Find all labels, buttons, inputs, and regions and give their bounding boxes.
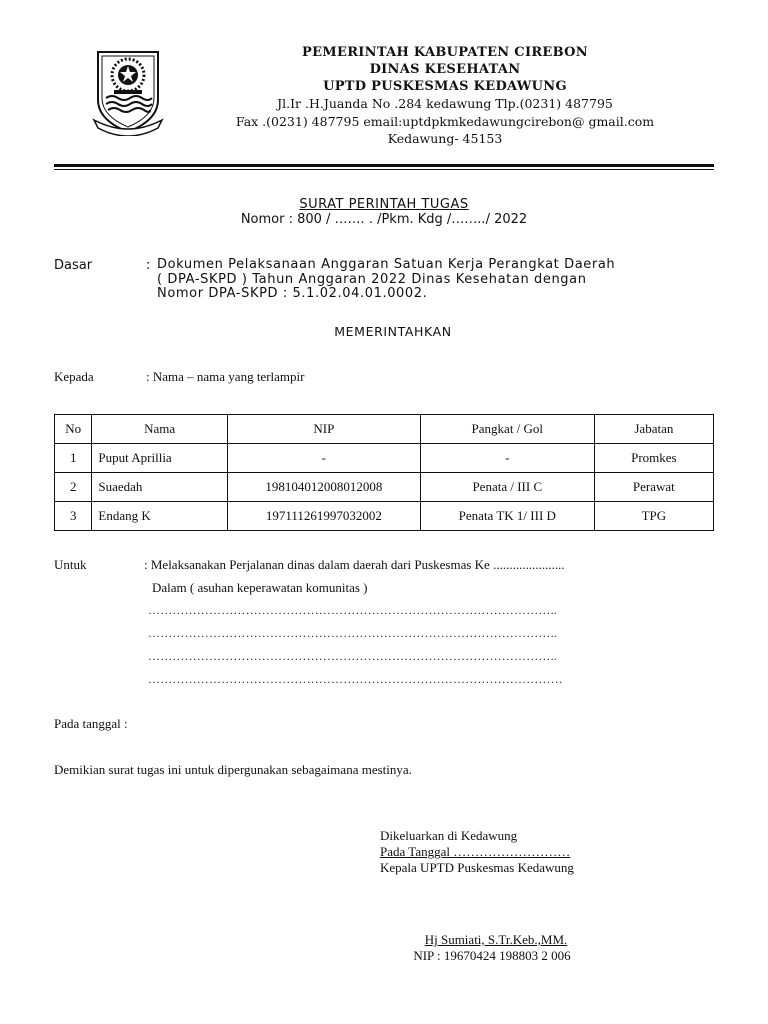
untuk-line-1: : Melaksanakan Perjalanan dinas dalam daerah dari Puskesmas Ke ...................... xyxy=(144,557,565,572)
header-no: No xyxy=(55,415,92,444)
closing-statement: Demikian surat tugas ini untuk dipergunakan sebagaimana mestinya. xyxy=(54,762,412,777)
document-title xyxy=(0,197,768,212)
letterhead-divider-thin xyxy=(54,169,714,170)
signer-nip: NIP : 19670424 198803 2 006 xyxy=(413,948,571,963)
table-row xyxy=(55,473,714,502)
dasar-line-1: Dokumen Pelaksanaan Anggaran Satuan Kerja Perangkat Daerah xyxy=(157,257,616,272)
letterhead-divider-thick xyxy=(54,164,714,167)
untuk-blank-line-1: ……………………………………………………………………………………….. xyxy=(148,603,557,617)
cell-nama: Endang K xyxy=(92,502,227,531)
header-jabatan: Jabatan xyxy=(594,415,713,444)
letterhead-unit: UPTD PUSKESMAS KEDAWUNG xyxy=(323,79,567,94)
table-row xyxy=(55,444,714,473)
letterhead-address: Jl.Ir .H.Juanda No .284 kedawung Tlp.(0231) 487795 xyxy=(277,96,613,111)
untuk-blank-line-3: ……………………………………………………………………………………….. xyxy=(148,649,557,663)
untuk-line-2: Dalam ( asuhan keperawatan komunitas ) xyxy=(152,580,368,595)
dasar-label: Dasar xyxy=(54,258,93,273)
cell-nip: 198104012008012008 xyxy=(227,473,420,502)
table-header-row xyxy=(55,415,714,444)
cell-no: 1 xyxy=(55,444,92,473)
pada-tanggal-label: Pada tanggal : xyxy=(54,716,128,731)
kepada-label: Kepada xyxy=(54,369,94,384)
cell-no: 3 xyxy=(55,502,92,531)
dasar-line-3: Nomor DPA-SKPD : 5.1.02.04.01.0002. xyxy=(157,286,428,301)
cell-nip: 197111261997032002 xyxy=(227,502,420,531)
header-nip: NIP xyxy=(227,415,420,444)
letterhead-contact: Fax .(0231) 487795 email:uptdpkmkedawungcirebon@ gmail.com xyxy=(235,113,655,129)
document-number: Nomor : 800 / ……. . /Pkm. Kdg /……../ 2022 xyxy=(240,212,528,227)
command-heading: MEMERINTAHKAN xyxy=(334,324,452,339)
cell-no: 2 xyxy=(55,473,92,502)
header-pangkat: Pangkat / Gol xyxy=(420,415,594,444)
letterhead-city: Kedawung- 45153 xyxy=(387,131,503,146)
regency-coat-of-arms-icon xyxy=(92,48,164,136)
table-row xyxy=(55,502,714,531)
untuk-label: Untuk xyxy=(54,557,87,572)
cell-jabatan: Promkes xyxy=(594,444,713,473)
cell-nama: Suaedah xyxy=(92,473,227,502)
untuk-blank-line-2: ……………………………………………………………………………………….. xyxy=(148,626,557,640)
cell-pangkat: Penata TK 1/ III D xyxy=(420,502,594,531)
cell-nip: - xyxy=(227,444,420,473)
signer-name: Hj Sumiati, S.Tr.Keb.,MM. xyxy=(424,932,568,947)
issued-at: Dikeluarkan di Kedawung xyxy=(380,828,518,843)
letterhead-government: PEMERINTAH KABUPATEN CIREBON xyxy=(302,45,588,60)
cell-pangkat: - xyxy=(420,444,594,473)
document-title-text: SURAT PERINTAH TUGAS xyxy=(299,197,469,212)
signer-position: Kepala UPTD Puskesmas Kedawung xyxy=(380,860,574,875)
dasar-line-2: ( DPA-SKPD ) Tahun Anggaran 2022 Dinas Kesehatan dengan xyxy=(157,271,587,287)
letterhead xyxy=(170,44,720,148)
cell-pangkat: Penata / III C xyxy=(420,473,594,502)
cell-jabatan: TPG xyxy=(594,502,713,531)
staff-table xyxy=(54,414,714,531)
letterhead-department: DINAS KESEHATAN xyxy=(369,62,521,77)
kepada-value: : Nama – nama yang terlampir xyxy=(146,369,305,384)
cell-jabatan: Perawat xyxy=(594,473,713,502)
dasar-colon: : xyxy=(146,258,151,273)
issued-date: Pada Tanggal ……………………… xyxy=(380,844,571,859)
untuk-blank-line-4: ………………………………………………………………………………………… xyxy=(148,672,563,686)
cell-nama: Puput Aprillia xyxy=(92,444,227,473)
header-nama: Nama xyxy=(92,415,227,444)
